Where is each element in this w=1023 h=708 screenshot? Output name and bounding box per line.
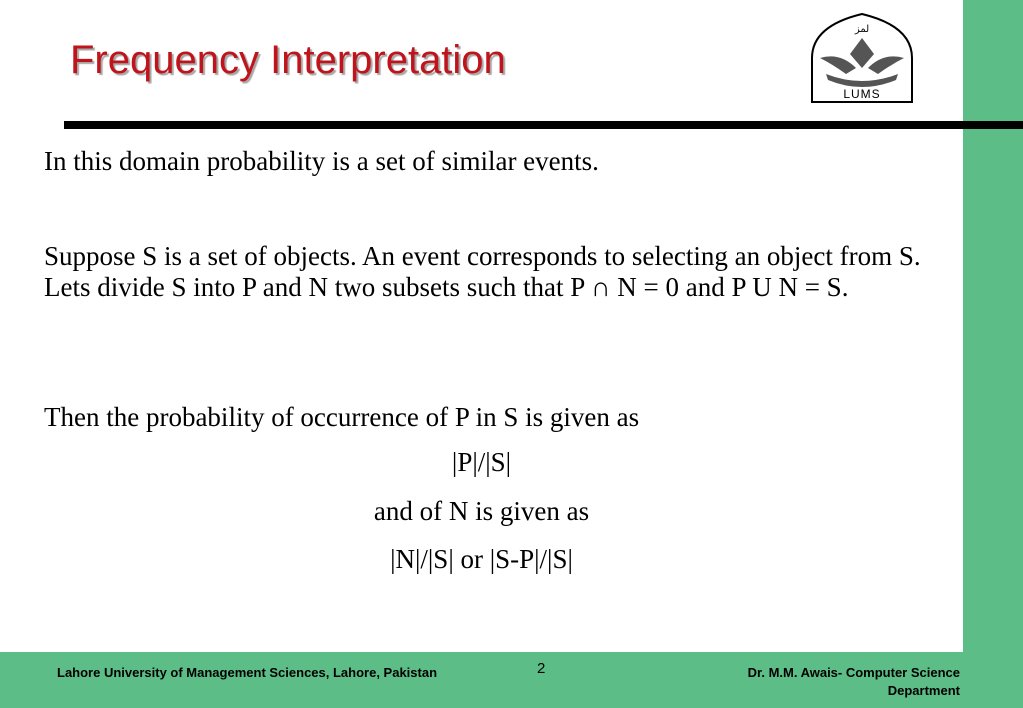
logo-wordmark: LUMS xyxy=(843,87,881,101)
formula-p: |P|/|S| xyxy=(451,447,512,477)
lums-logo xyxy=(806,8,918,104)
paragraph-setup: Suppose S is a set of objects. An event corresponds to selecting an object from S. Lets divide S into P and N two subsets such that P ∩ N = 0 and P U N = S. xyxy=(44,241,921,302)
footer-institution: Lahore University of Management Sciences, Lahore, Pakistan xyxy=(57,665,438,680)
paragraph-probability: Then the probability of occurrence of P in S is given as xyxy=(44,402,640,432)
footer-author: Dr. M.M. Awais- Computer Science Department xyxy=(747,665,960,698)
page-number: 2 xyxy=(537,660,546,677)
paragraph-definition: In this domain probability is a set of similar events. xyxy=(44,146,599,176)
formula-n: |N|/|S| or |S-P|/|S| xyxy=(390,544,573,574)
right-decorative-band xyxy=(963,0,1023,708)
title-rule xyxy=(64,121,1023,129)
line-n-intro: and of N is given as xyxy=(373,496,590,526)
logo-calligraphy: لمز xyxy=(854,24,870,35)
slide-title: Frequency Interpretation xyxy=(70,38,506,82)
